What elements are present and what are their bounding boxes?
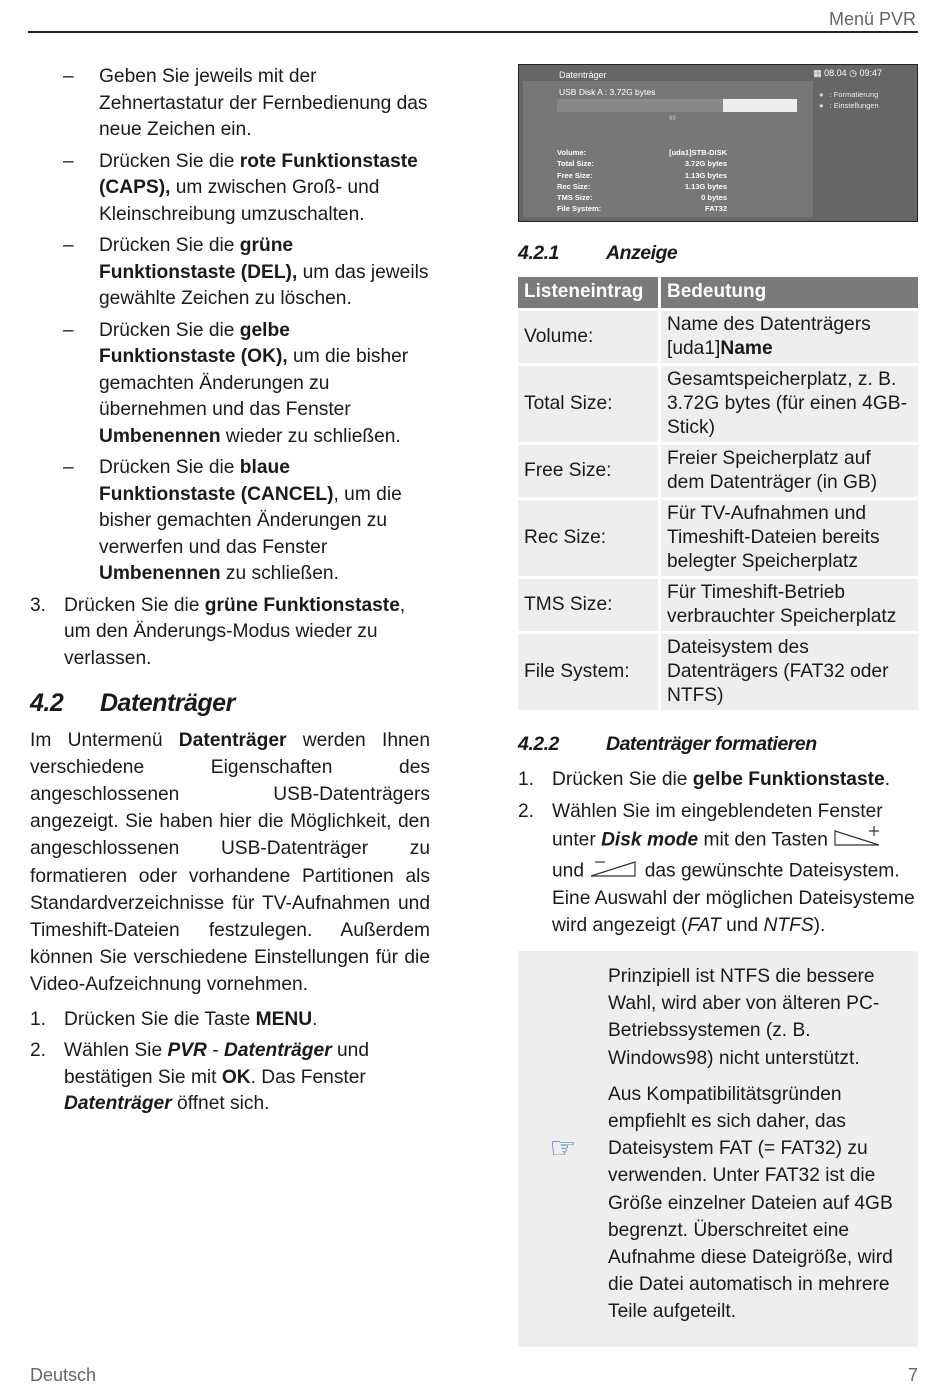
left-column [30, 64, 430, 1123]
screen-info-key: Free Size: [557, 170, 593, 180]
table-header-meaning: Bedeutung [658, 277, 918, 308]
list-marker: 3. [30, 594, 47, 616]
list-item-text [64, 1038, 430, 1118]
step3-text-segment: Drücken Sie die [64, 594, 205, 616]
list-item-text-segment: um zwischen Groß- und Kleinschreibung umzuschalten. [99, 177, 380, 225]
list-item-text-segment: Wählen Sie [64, 1040, 168, 1062]
numbered-step [30, 1007, 430, 1034]
screen-info-value: 1.13G bytes [684, 170, 727, 180]
table-row [518, 634, 918, 710]
screen-info-key: Rec Size: [557, 181, 591, 191]
list-item-text-segment: rote Funktionstaste (CAPS), [99, 150, 418, 198]
subsection-heading-anzeige [518, 240, 918, 267]
screen-disk-label: USB Disk A : 3.72G bytes [559, 87, 656, 97]
volume-up-icon [833, 825, 883, 856]
list-item-text-segment: ). [813, 914, 826, 936]
format-step-list [518, 767, 918, 939]
dash-list-item [30, 318, 430, 451]
table-cell-meaning [658, 445, 918, 497]
list-item-text-segment: und [552, 859, 590, 881]
list-item-text-segment: das gewünschte Dateisystem. Eine Auswahl der möglichen Dateisysteme wird angezeigt ( [552, 859, 915, 936]
subsection-number: 4.2.2 [518, 732, 559, 755]
list-marker: – [63, 457, 74, 478]
footer-language: Deutsch [30, 1365, 97, 1385]
list-item-text-segment: mit den Tasten [698, 829, 834, 851]
subsection-number: 4.2.1 [518, 242, 559, 264]
list-item-text [99, 64, 430, 144]
list-item-text-segment: Geben Sie jeweils mit der Zehnertastatur der Fernbedienung das neue Zeichen ein. [99, 66, 428, 140]
list-item-text-segment: und bestätigen Sie mit [64, 1040, 370, 1088]
list-item-text-segment: Datenträger [223, 1040, 332, 1062]
table-row [518, 366, 918, 442]
info-table [518, 274, 918, 713]
table-cell-meaning [658, 500, 918, 576]
list-item-text-segment: Disk mode [601, 829, 699, 851]
screen-info-value: [uda1]STB-DISK [669, 148, 727, 157]
list-item-text-segment: . Das Fenster [250, 1066, 366, 1088]
list-item-text [64, 593, 430, 673]
list-item-text-segment: Drücken Sie die [99, 457, 240, 478]
list-marker: – [63, 235, 74, 256]
step3-text-segment: , um den Änderungs-Modus wieder zu verlassen. [64, 594, 406, 669]
list-item-text-segment: gelbe Funktionstaste (OK), [99, 319, 290, 367]
subsection-title: Anzeige [606, 242, 678, 264]
volume-down-icon [589, 856, 639, 887]
disk-usage-bar [557, 99, 797, 112]
table-cell-text-segment: Für TV-Aufnahmen und Timeshift-Dateien bereits belegter Speicherplatz [667, 502, 880, 572]
list-marker: 1. [518, 769, 535, 790]
screen-info-row [557, 203, 727, 214]
table-cell-text-segment: Gesamtspeicherplatz, z. B. 3.72G bytes (für einen 4GB-Stick) [667, 368, 907, 438]
list-item-text-segment: OK [221, 1066, 251, 1088]
disk-usage-percent: 69 [669, 116, 676, 122]
screen-info-key: File System: [557, 204, 602, 214]
screen-menu-item: ● : Einstellungen [819, 100, 879, 111]
list-item-text-segment: Drücken Sie die [552, 769, 693, 790]
list-marker: 2. [30, 1040, 47, 1062]
list-item-text-segment: und [720, 914, 764, 936]
disk-usage-fill [557, 99, 723, 112]
list-item-text-segment: . [884, 769, 891, 790]
subsection-heading-formatieren [518, 731, 918, 758]
section-title: Datenträger [100, 689, 235, 717]
table-cell-text-segment: Name des Datenträgers [uda1] [667, 313, 871, 359]
table-cell-entry: TMS Size: [518, 579, 658, 631]
list-marker: 2. [518, 800, 535, 822]
screen-info-row [557, 181, 727, 192]
list-item-text-segment: wieder zu schließen. [220, 425, 401, 447]
screen-info-value: 0 bytes [701, 193, 727, 203]
screen-title: Datenträger [559, 70, 607, 80]
list-item-text-segment: um die bisher gemachten Änderungen zu übernehmen und das Fenster [99, 346, 409, 420]
list-item-text-segment: Drücken Sie die Taste [64, 1008, 256, 1030]
list-item-text [552, 799, 918, 940]
screen-info-key: Volume: [557, 148, 587, 157]
list-item-text-segment: MENU [255, 1008, 313, 1030]
table-cell-meaning [658, 579, 918, 631]
table-cell-text-segment: Freier Speicherplatz auf dem Datenträger (in GB) [667, 447, 878, 493]
table-row [518, 311, 918, 363]
datentraeger-screenshot [518, 64, 918, 222]
format-step [518, 767, 918, 794]
list-item-text-segment: FAT [687, 914, 721, 936]
subsection-title: Datenträger formatieren [606, 732, 817, 755]
list-marker: – [63, 319, 74, 341]
screen-info-row [557, 170, 727, 181]
screen-info-row [557, 147, 727, 158]
list-marker: – [63, 150, 74, 172]
screen-info-row [557, 192, 727, 203]
list-item-text [99, 233, 430, 313]
table-cell-text-segment: Für Timeshift-Betrieb verbrauchter Speicherplatz [667, 581, 897, 627]
list-item-text-segment: Drücken Sie die [99, 150, 240, 172]
screen-info-value: 3.72G bytes [684, 159, 727, 169]
screen-info-rows [557, 147, 727, 215]
list-item-text-segment: öffnet sich. [171, 1093, 270, 1115]
screen-info-key: TMS Size: [557, 193, 593, 203]
intro-text-segment: Datenträger [178, 729, 287, 751]
list-item-text-segment: Drücken Sie die [99, 319, 240, 341]
table-cell-text-segment: Dateisystem des Datenträgers (FAT32 oder NTFS) [667, 636, 889, 706]
hint-paragraph: Aus Kompatibilitätsgründen empfiehlt es sich daher, das Dateisystem FAT (= FAT32) zu verwenden. Unter FAT32 ist die Größe einzelner Dateien auf 4GB begrenzt. Überschreitet eine Aufnahme diese Dateigröße, wird die Datei automatisch in mehrere Teile aufgeteilt. [608, 1083, 893, 1323]
list-item-text-segment: , um die bisher gemachten Änderungen zu verwerfen und das Fenster [99, 483, 402, 558]
list-item-text [99, 318, 430, 451]
screen-menu-item: ● : Formatierung [819, 89, 879, 100]
list-item-text-segment: blaue Funktionstaste (CANCEL) [99, 457, 334, 505]
step-3 [30, 593, 430, 673]
list-item-text [99, 455, 430, 588]
screen-info-value: 1.13G bytes [684, 181, 727, 191]
list-item-text [99, 149, 430, 229]
list-item-text-segment: PVR [167, 1040, 207, 1062]
list-item-text [552, 767, 918, 794]
table-cell-entry: Volume: [518, 311, 658, 363]
page-number: 7 [907, 1365, 918, 1385]
table-cell-meaning [658, 366, 918, 442]
list-item-text-segment: NTFS [763, 914, 814, 936]
table-cell-entry: Total Size: [518, 366, 658, 442]
table-cell-entry: Rec Size: [518, 500, 658, 576]
step3-text-segment: grüne Funktionstaste [204, 594, 400, 616]
list-item-text-segment: um das jeweils gewählte Zeichen zu löschen. [99, 261, 429, 309]
step-list [30, 1007, 430, 1118]
numbered-step [30, 1038, 430, 1118]
table-row [518, 500, 918, 576]
list-item-text-segment: - [206, 1040, 224, 1062]
list-marker: 1. [30, 1008, 47, 1030]
list-item-text-segment: Wählen Sie im eingeblendeten Fenster unter [552, 800, 883, 851]
table-header-entry: Listeneintrag [518, 277, 658, 308]
section-heading [30, 690, 430, 717]
screen-info-value: FAT32 [705, 204, 727, 214]
table-cell-meaning [658, 311, 918, 363]
dash-list [30, 64, 430, 588]
hint-text [608, 963, 906, 1335]
table-row [518, 579, 918, 631]
right-column [518, 64, 918, 1347]
table-row [518, 445, 918, 497]
intro-paragraph [30, 727, 430, 999]
list-item-text-segment: Drücken Sie die [99, 235, 240, 256]
screen-info-key: Total Size: [557, 159, 594, 169]
list-item-text-segment: grüne Funktionstaste (DEL), [99, 235, 298, 283]
list-item-text-segment: Datenträger [64, 1093, 172, 1115]
list-marker: – [63, 66, 74, 87]
table-cell-entry: Free Size: [518, 445, 658, 497]
dash-list-item [30, 233, 430, 313]
hint-box [518, 951, 918, 1347]
screen-clock: ▦ 08.04 ◷ 09:47 [813, 68, 882, 78]
list-item-text-segment: . [312, 1008, 318, 1030]
dash-list-item [30, 455, 430, 588]
intro-text-segment: Im Untermenü [30, 729, 179, 751]
list-item-text [64, 1007, 430, 1034]
dash-list-item [30, 64, 430, 144]
pointing-hand-icon: ☞ [549, 1131, 577, 1165]
page-header-title: Menü PVR [828, 9, 916, 29]
table-cell-meaning [658, 634, 918, 710]
screen-menu [819, 89, 879, 111]
table-cell-entry: File System: [518, 634, 658, 710]
section-number: 4.2 [30, 689, 64, 717]
table-cell-text-segment: Name [720, 337, 773, 359]
list-item-text-segment: zu schließen. [220, 563, 339, 584]
list-item-text-segment: gelbe Funktionstaste [692, 769, 885, 790]
intro-text-segment: werden Ihnen verschiedene Eigenschaften des angeschlossenen USB-Datenträgers angezeigt. Sie haben hier die Möglichkeit, den angeschlossenen USB-Datenträger zu formatieren oder vorhandene Partitionen als Standardverzeichnisse für TV-Aufnahmen und Timeshift-Dateien festzulegen. Außerdem können Sie verschiedene Einstellungen für die Video-Aufzeichnung vornehmen. [30, 729, 430, 996]
list-item-text-segment: Umbenennen [99, 425, 221, 447]
hint-paragraph: Prinzipiell ist NTFS die bessere Wahl, wird aber von älteren PC-Betriebssystemen (z. B. Windows98) nicht unterstützt. [608, 966, 880, 1069]
screen-info-row [557, 158, 727, 169]
dash-list-item [30, 149, 430, 229]
header-rule [28, 31, 918, 33]
format-step [518, 799, 918, 940]
list-item-text-segment: Umbenennen [99, 563, 221, 584]
